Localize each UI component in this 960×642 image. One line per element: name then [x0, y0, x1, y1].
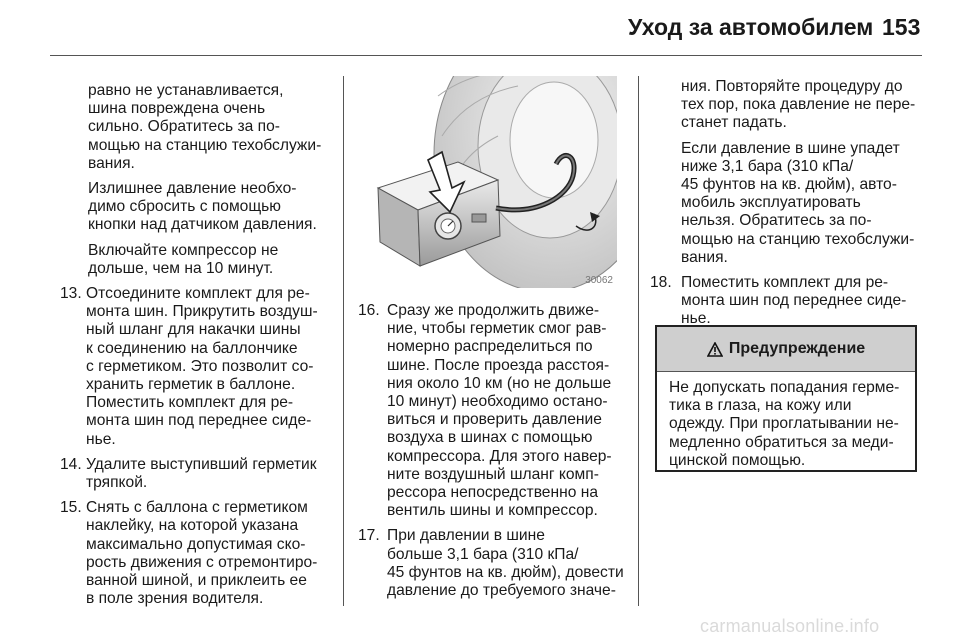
- step-text: [86, 285, 345, 449]
- compressor-illustration: [368, 76, 617, 288]
- text-line: одежду. При проглатывании не-: [669, 415, 899, 433]
- text-line: ный шланг для накачки шины: [86, 321, 301, 339]
- step-number: 13.: [60, 285, 82, 303]
- text-line: давление до требуемого значе-: [387, 582, 616, 600]
- text-line: наклейку, на которой указана: [86, 517, 299, 535]
- text-line: При давлении в шине: [387, 527, 545, 545]
- text-line: виться и проверить давление: [387, 411, 602, 429]
- step-number: 16.: [358, 302, 380, 319]
- text-line: в поле зрения водителя.: [86, 590, 264, 608]
- text-line: ниже 3,1 бара (310 кПа/: [681, 157, 854, 175]
- step-13: [60, 285, 345, 449]
- text-line: монта шин под переднее сиде-: [86, 412, 312, 430]
- text-line: Удалите выступивший герметик: [86, 455, 317, 473]
- text-line: шине. После проезда расстоя-: [387, 356, 610, 374]
- text-line: дольше, чем на 10 минут.: [88, 259, 274, 277]
- text-line: Включайте компрессор не: [88, 241, 279, 259]
- step-number: 15.: [60, 499, 82, 517]
- compressor-time-note: [88, 242, 345, 278]
- text-line: монта шин. Прикрутить воздуш-: [86, 303, 318, 321]
- step-15: [60, 499, 345, 608]
- text-line: медленно обратиться за меди-: [669, 433, 894, 451]
- step-text: [387, 302, 630, 520]
- step-text: [86, 499, 345, 608]
- figure-code: 30062: [585, 275, 613, 286]
- text-line: номерно распределиться по: [387, 338, 593, 356]
- warning-triangle-icon: [707, 342, 723, 357]
- text-line: рессора непосредственно на: [387, 484, 598, 502]
- low-pressure-note: [681, 140, 925, 267]
- text-line: монта шин под переднее сиде-: [681, 292, 907, 310]
- text-line: максимально допустимая ско-: [86, 535, 306, 553]
- text-line: ванной шиной, и приклеить ее: [86, 572, 307, 590]
- text-line: нье.: [86, 430, 116, 448]
- text-line: ние, чтобы герметик смог рав-: [387, 320, 607, 338]
- pressure-release-note: [88, 180, 345, 235]
- text-line: сильно. Обратитесь за по-: [88, 118, 280, 136]
- column-divider-right: [638, 76, 639, 606]
- text-line: Поместить комплект для ре-: [681, 274, 889, 292]
- warning-box: [655, 325, 917, 472]
- text-line: мощью на станцию техобслужи-: [88, 136, 322, 154]
- column-2: [358, 302, 630, 607]
- warning-text: [657, 372, 915, 470]
- text-line: тех пор, пока давление не пере-: [681, 96, 916, 114]
- text-line: кнопки над датчиком давления.: [88, 216, 317, 234]
- text-line: рость движения с отремонтиро-: [86, 553, 318, 571]
- page-number: 153: [882, 14, 921, 40]
- warning-header: [657, 327, 915, 372]
- text-line: воздуха в шинах с помощью: [387, 429, 593, 447]
- warning-title: Предупреждение: [728, 340, 866, 357]
- text-line: Сразу же продолжить движе-: [387, 302, 600, 319]
- step-18: [650, 274, 925, 329]
- step-number: 17.: [358, 527, 380, 545]
- text-line: тряпкой.: [86, 474, 148, 492]
- page-title: Уход за автомобилем: [628, 14, 874, 40]
- column-1: [60, 82, 345, 615]
- text-line: цинской помощью.: [669, 451, 806, 469]
- watermark: carmanualsonline.info: [700, 616, 880, 636]
- text-line: Поместить комплект для ре-: [86, 394, 294, 412]
- text-line: шина повреждена очень: [88, 100, 266, 118]
- text-line: 10 минут) необходимо остано-: [387, 393, 608, 411]
- text-line: вания.: [681, 248, 728, 266]
- step-text: [86, 456, 345, 492]
- step-number: 14.: [60, 455, 82, 473]
- text-line: нельзя. Обратитесь за по-: [681, 212, 872, 230]
- text-line: компрессора. Для этого навер-: [387, 447, 612, 465]
- continuation-paragraph: [88, 82, 345, 173]
- compressor-drawing: [368, 76, 617, 288]
- text-line: больше 3,1 бара (310 кПа/: [387, 545, 579, 563]
- text-line: нье.: [681, 310, 711, 328]
- text-line: димо сбросить с помощью: [88, 198, 282, 216]
- text-line: ния. Повторяйте процедуру до: [681, 78, 903, 95]
- text-line: Излишнее давление необхо-: [88, 180, 297, 198]
- step-text: [681, 274, 925, 329]
- column-3: [650, 78, 925, 336]
- text-line: станет падать.: [681, 114, 787, 132]
- text-line: ния около 10 км (но не дольше: [387, 374, 612, 392]
- text-line: 45 фунтов на кв. дюйм), авто-: [681, 176, 897, 194]
- step-17: [358, 527, 630, 600]
- header-divider: [50, 55, 922, 56]
- step-16: [358, 302, 630, 520]
- text-line: Если давление в шине упадет: [681, 139, 900, 157]
- step-number: 18.: [650, 274, 672, 292]
- continuation-paragraph: [681, 78, 925, 133]
- text-line: Отсоедините комплект для ре-: [86, 285, 310, 303]
- text-line: хранить герметик в баллоне.: [86, 376, 296, 394]
- text-line: к соединению на баллончике: [86, 339, 298, 357]
- text-line: равно не устанавливается,: [88, 82, 284, 99]
- text-line: Снять с баллона с герметиком: [86, 499, 308, 517]
- text-line: мобиль эксплуатировать: [681, 194, 861, 212]
- step-14: [60, 456, 345, 492]
- text-line: Не допускать попадания герме-: [669, 379, 900, 396]
- text-line: мощью на станцию техобслужи-: [681, 230, 915, 248]
- text-line: ните воздушный шланг комп-: [387, 465, 599, 483]
- text-line: 45 фунтов на кв. дюйм), довести: [387, 563, 624, 581]
- text-line: тика в глаза, на кожу или: [669, 397, 852, 415]
- text-line: вентиль шины и компрессор.: [387, 502, 598, 520]
- text-line: вания.: [88, 154, 135, 172]
- text-line: с герметиком. Это позволит со-: [86, 357, 314, 375]
- step-text: [387, 527, 630, 600]
